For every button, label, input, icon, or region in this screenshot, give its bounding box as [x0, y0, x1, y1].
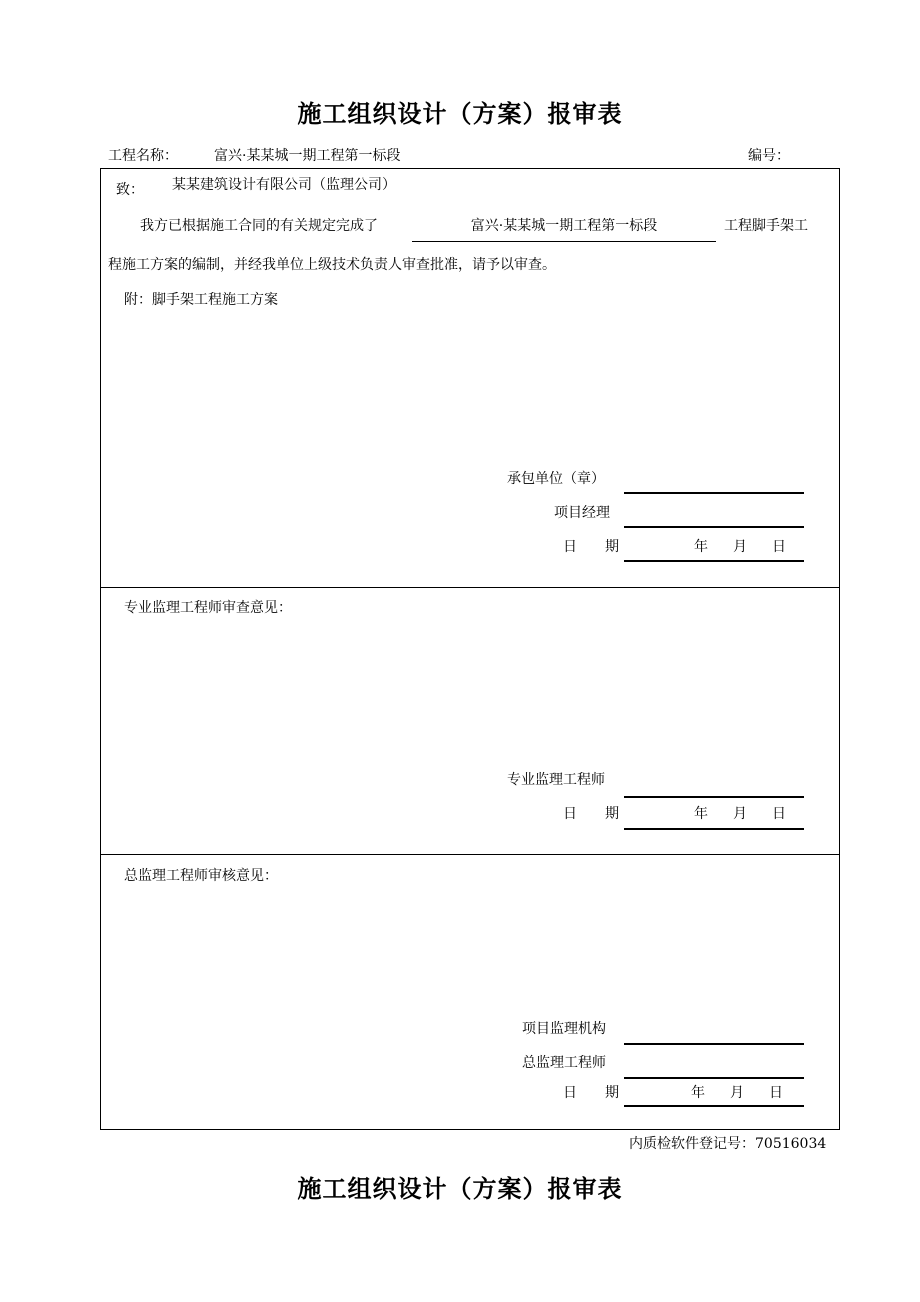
- supervision-agency-label: 项目监理机构: [522, 1021, 606, 1037]
- project-name-label: 工程名称：: [108, 148, 178, 164]
- supervision-agency-line: [624, 1043, 804, 1045]
- statement-fill-underline: [412, 241, 716, 242]
- statement-prefix: 我方已根据施工合同的有关规定完成了: [140, 218, 378, 234]
- month-label-1: 月: [733, 539, 747, 555]
- chief-opinion-label: 总监理工程师审核意见：: [124, 868, 278, 884]
- date-line-3: [624, 1105, 804, 1107]
- engineer-opinion-label: 专业监理工程师审查意见：: [124, 600, 292, 616]
- date-label-2: 日 期: [563, 806, 619, 822]
- project-name-value: 富兴·某某城一期工程第一标段: [214, 148, 401, 164]
- contractor-label: 承包单位（章）: [507, 471, 605, 487]
- statement-line-2: 程施工方案的编制，并经我单位上级技术负责人审查批准，请予以审查。: [108, 257, 556, 273]
- date-line-1: [624, 560, 804, 562]
- section-divider-1: [100, 587, 840, 588]
- date-label-1: 日 期: [563, 539, 619, 555]
- form-table: [100, 168, 840, 1130]
- engineer-label: 专业监理工程师: [507, 772, 605, 788]
- day-label-1: 日: [772, 539, 786, 555]
- month-label-2: 月: [733, 806, 747, 822]
- engineer-signature-line: [624, 796, 804, 798]
- day-label-3: 日: [769, 1085, 783, 1101]
- day-label-2: 日: [772, 806, 786, 822]
- project-manager-signature-line: [624, 526, 804, 528]
- software-registration: 内质检软件登记号：70516034: [629, 1136, 827, 1152]
- statement-suffix: 工程脚手架工: [724, 218, 808, 234]
- chief-engineer-label: 总监理工程师: [522, 1055, 606, 1071]
- number-label: 编号：: [748, 148, 790, 164]
- project-manager-label: 项目经理: [554, 505, 610, 521]
- contractor-signature-line: [624, 492, 804, 494]
- next-page-title: 施工组织设计（方案）报审表: [297, 1174, 623, 1203]
- date-label-3: 日 期: [563, 1085, 619, 1101]
- year-label-2: 年: [694, 806, 708, 822]
- chief-engineer-signature-line: [624, 1077, 804, 1079]
- date-line-2: [624, 828, 804, 830]
- section-divider-2: [100, 854, 840, 855]
- statement-project-fill: 富兴·某某城一期工程第一标段: [470, 218, 658, 234]
- month-label-3: 月: [730, 1085, 744, 1101]
- year-label-1: 年: [694, 539, 708, 555]
- to-label: 致：: [116, 182, 144, 198]
- year-label-3: 年: [691, 1085, 705, 1101]
- page-title: 施工组织设计（方案）报审表: [297, 99, 623, 128]
- attachment-note: 附：脚手架工程施工方案: [124, 292, 278, 308]
- to-recipient: 某某建筑设计有限公司（监理公司）: [172, 177, 396, 193]
